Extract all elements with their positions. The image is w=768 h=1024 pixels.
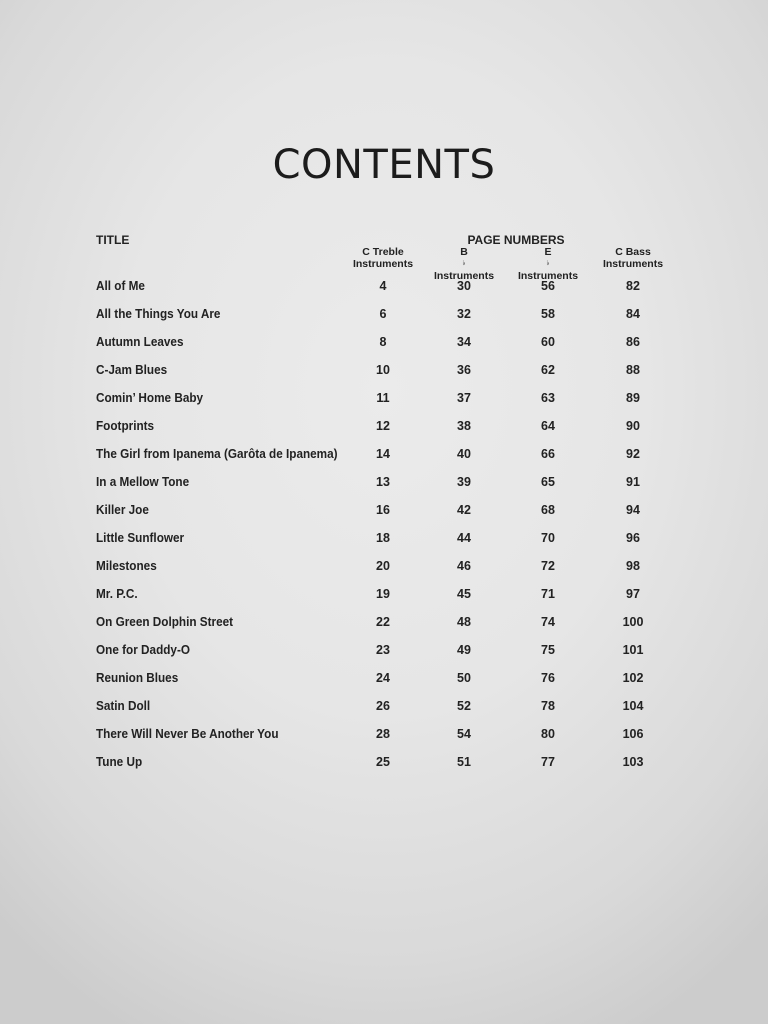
- page-number-b-flat: 37: [457, 391, 471, 405]
- contents-row: [0, 443, 768, 471]
- column-header-line2: Instruments: [517, 270, 579, 282]
- page-number-c-bass: 92: [626, 447, 640, 461]
- page-number-c-treble: 28: [376, 727, 390, 741]
- contents-row: [0, 639, 768, 667]
- page-number-c-treble: 20: [376, 559, 390, 573]
- page-title: CONTENTS: [272, 142, 496, 188]
- column-header-line2: Instruments: [433, 270, 495, 282]
- contents-row: [0, 331, 768, 359]
- song-title: Milestones: [96, 559, 157, 573]
- contents-list: [0, 275, 768, 779]
- page-number-c-treble: 18: [376, 531, 390, 545]
- page-number-c-bass: 91: [626, 475, 640, 489]
- page-number-c-treble: 26: [376, 699, 390, 713]
- song-title: Killer Joe: [96, 503, 149, 517]
- page-number-c-treble: 13: [376, 475, 390, 489]
- song-title: Comin’ Home Baby: [96, 391, 204, 405]
- contents-row: [0, 723, 768, 751]
- song-title: All of Me: [96, 279, 145, 293]
- contents-row: [0, 527, 768, 555]
- column-header-line1: C Bass: [615, 246, 651, 258]
- page-number-c-bass: 84: [626, 307, 640, 321]
- page-number-c-bass: 102: [622, 671, 644, 685]
- page-number-e-flat: 80: [541, 727, 555, 741]
- contents-row: [0, 387, 768, 415]
- page-number-e-flat: 60: [541, 335, 555, 349]
- column-header-c-bass: [588, 246, 678, 270]
- contents-row: [0, 499, 768, 527]
- page-number-b-flat: 39: [457, 475, 471, 489]
- song-title: There Will Never Be Another You: [96, 727, 279, 741]
- page-number-e-flat: 70: [541, 531, 555, 545]
- page-number-b-flat: 44: [457, 531, 471, 545]
- page-number-c-treble: 24: [376, 671, 390, 685]
- page-number-b-flat: 45: [457, 587, 471, 601]
- page-number-b-flat: 52: [457, 699, 471, 713]
- page-number-e-flat: 62: [541, 363, 555, 377]
- contents-row: [0, 275, 768, 303]
- page-number-c-treble: 4: [379, 279, 387, 293]
- page-number-e-flat: 76: [541, 671, 555, 685]
- contents-row: [0, 611, 768, 639]
- page-number-c-bass: 86: [626, 335, 640, 349]
- page-number-b-flat: 40: [457, 447, 471, 461]
- page-number-c-bass: 100: [622, 615, 644, 629]
- page-number-c-treble: 6: [379, 307, 387, 321]
- song-title: On Green Dolphin Street: [96, 615, 234, 629]
- page-number-e-flat: 77: [541, 755, 555, 769]
- song-title: Tune Up: [96, 755, 143, 769]
- page-number-e-flat: 71: [541, 587, 555, 601]
- page-number-e-flat: 65: [541, 475, 555, 489]
- column-header-line2: Instruments: [352, 258, 414, 270]
- contents-row: [0, 471, 768, 499]
- song-title: Footprints: [96, 419, 155, 433]
- page-number-c-treble: 14: [376, 447, 390, 461]
- column-header-c-treble: [338, 246, 428, 270]
- page-number-b-flat: 46: [457, 559, 471, 573]
- contents-row: [0, 415, 768, 443]
- page-number-c-bass: 94: [626, 503, 640, 517]
- page-number-e-flat: 72: [541, 559, 555, 573]
- page-number-e-flat: 66: [541, 447, 555, 461]
- column-header-line1: E: [544, 246, 552, 258]
- page-number-c-bass: 89: [626, 391, 640, 405]
- contents-row: [0, 751, 768, 779]
- page-number-b-flat: 34: [457, 335, 471, 349]
- page-number-c-bass: 104: [622, 699, 644, 713]
- page-number-b-flat: 49: [457, 643, 471, 657]
- page-number-b-flat: 30: [457, 279, 471, 293]
- song-title: The Girl from Ipanema (Garôta de Ipanema): [96, 447, 338, 461]
- song-title: Mr. P.C.: [96, 587, 138, 601]
- page-number-c-bass: 103: [622, 755, 644, 769]
- page-number-b-flat: 54: [457, 727, 471, 741]
- contents-row: [0, 303, 768, 331]
- page-numbers-header: PAGE NUMBERS: [467, 233, 565, 247]
- page-number-c-bass: 98: [626, 559, 640, 573]
- page-number-e-flat: 74: [541, 615, 555, 629]
- page-number-b-flat: 42: [457, 503, 471, 517]
- song-title: C-Jam Blues: [96, 363, 168, 377]
- page-number-c-treble: 12: [376, 419, 390, 433]
- page-number-c-bass: 101: [622, 643, 644, 657]
- song-title: Reunion Blues: [96, 671, 179, 685]
- song-title: One for Daddy-O: [96, 643, 191, 657]
- song-title: Autumn Leaves: [96, 335, 184, 349]
- page-number-c-bass: 106: [622, 727, 644, 741]
- page-number-b-flat: 32: [457, 307, 471, 321]
- page-number-b-flat: 48: [457, 615, 471, 629]
- column-header-line1: C Treble: [362, 246, 404, 258]
- page-number-c-bass: 88: [626, 363, 640, 377]
- page-number-e-flat: 63: [541, 391, 555, 405]
- page-number-e-flat: 78: [541, 699, 555, 713]
- song-title: Satin Doll: [96, 699, 151, 713]
- column-header-line1: B: [460, 246, 468, 258]
- contents-row: [0, 695, 768, 723]
- page-number-e-flat: 64: [541, 419, 555, 433]
- page-number-c-bass: 82: [626, 279, 640, 293]
- page-number-b-flat: 36: [457, 363, 471, 377]
- page-number-b-flat: 38: [457, 419, 471, 433]
- page-number-c-treble: 16: [376, 503, 390, 517]
- song-title: All the Things You Are: [96, 307, 221, 321]
- contents-row: [0, 555, 768, 583]
- page-number-e-flat: 75: [541, 643, 555, 657]
- song-title: Little Sunflower: [96, 531, 185, 545]
- title-column-header: TITLE: [96, 233, 130, 247]
- contents-row: [0, 359, 768, 387]
- column-header-line2: Instruments: [602, 258, 664, 270]
- page-number-c-treble: 8: [379, 335, 387, 349]
- page-number-c-bass: 90: [626, 419, 640, 433]
- page-number-c-treble: 19: [376, 587, 390, 601]
- page-number-c-treble: 23: [376, 643, 390, 657]
- page-number-c-treble: 22: [376, 615, 390, 629]
- page-number-c-treble: 10: [376, 363, 390, 377]
- page-number-c-bass: 96: [626, 531, 640, 545]
- page-number-e-flat: 68: [541, 503, 555, 517]
- page-number-b-flat: 51: [457, 755, 471, 769]
- page-number-c-treble: 11: [376, 391, 390, 405]
- contents-row: [0, 583, 768, 611]
- flat-sign: ♭: [462, 260, 466, 267]
- flat-sign: ♭: [546, 260, 550, 267]
- contents-row: [0, 667, 768, 695]
- page-number-c-treble: 25: [376, 755, 390, 769]
- page-number-e-flat: 58: [541, 307, 555, 321]
- page-number-e-flat: 56: [541, 279, 555, 293]
- page-number-c-bass: 97: [626, 587, 640, 601]
- song-title: In a Mellow Tone: [96, 475, 190, 489]
- page-number-b-flat: 50: [457, 671, 471, 685]
